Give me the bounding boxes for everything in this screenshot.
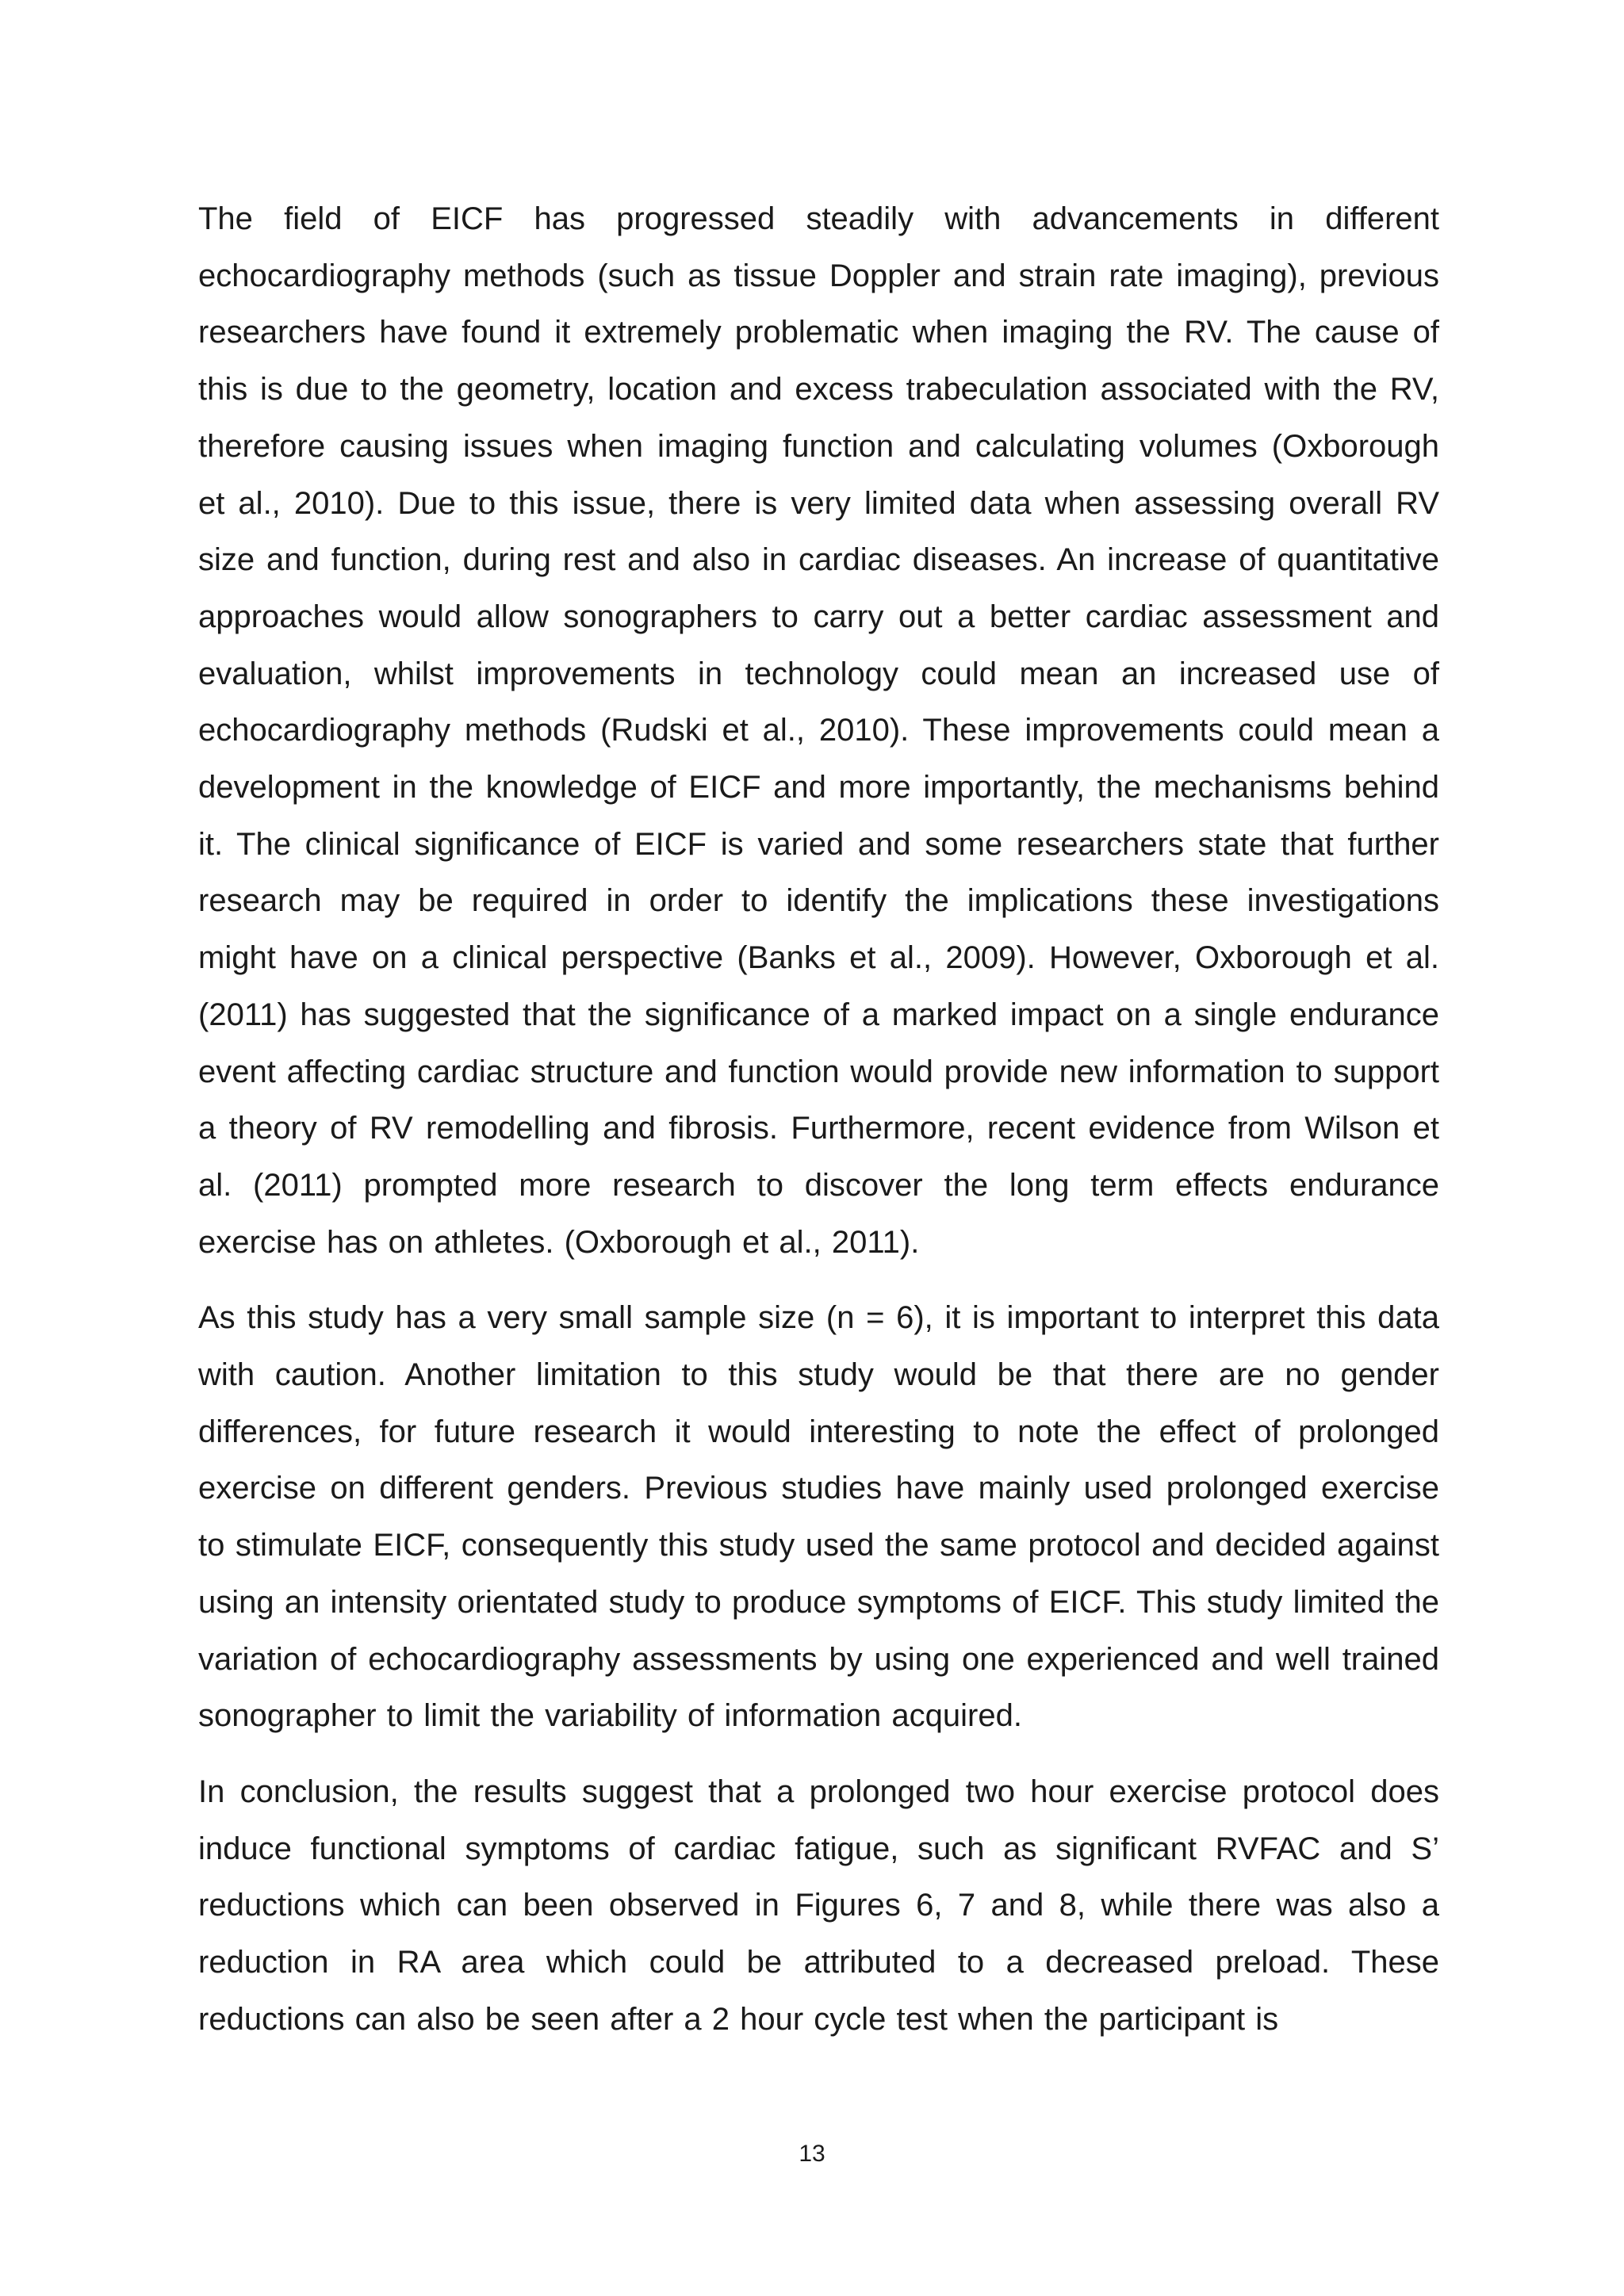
page-number: 13 bbox=[799, 2141, 825, 2167]
paragraph-limitations: As this study has a very small sample size (n = 6), it is important to interpret this data with caution. Another limitation to this study would be that there are no gender differences, for future research it would interesting to note the effect of prolonged exercise on different genders. Previous studies have mainly used prolonged exercise to stimulate EICF, consequently this study used the same protocol and decided against using an intensity orientated study to produce symptoms of EICF. This study limited the variation of echocardiography assessments by using one experienced and well trained sonographer to limit the variability of information acquired. bbox=[198, 1300, 1439, 1734]
paragraph-eicf-progress: The field of EICF has progressed steadily with advancements in different echocardiography methods (such as tissue Doppler and strain rate imaging), previous researchers have found it extremely problematic when imaging the RV. The cause of this is due to the geometry, location and excess trabeculation associated with the RV, therefore causing issues when imaging function and calculating volumes (Oxborough et al., 2010). Due to this issue, there is very limited data when assessing overall RV size and function, during rest and also in cardiac diseases. An increase of quantitative approaches would allow sonographers to carry out a better cardiac assessment and evaluation, whilst improvements in technology could mean an increased use of echocardiography methods (Rudski et al., 2010). These improvements could mean a development in the knowledge of EICF and more importantly, the mechanisms behind it. The clinical significance of EICF is varied and some researchers state that further research may be required in order to identify the implications these investigations might have on a clinical perspective (Banks et al., 2009). However, Oxborough et al. (2011) has suggested that the significance of a marked impact on a single endurance event affecting cardiac structure and function would provide new information to support a theory of RV remodelling and fibrosis. Furthermore, recent evidence from Wilson et al. (2011) prompted more research to discover the long term effects endurance exercise has on athletes. (Oxborough et al., 2011). bbox=[198, 201, 1439, 1260]
document-page bbox=[198, 191, 1439, 2068]
paragraph-conclusion: In conclusion, the results suggest that a prolonged two hour exercise protocol does induce functional symptoms of cardiac fatigue, such as significant RVFAC and S’ reductions which can been observed in Figures 6, 7 and 8, while there was also a reduction in RA area which could be attributed to a decreased preload. These reductions can also be seen after a 2 hour cycle test when the participant is bbox=[198, 1774, 1439, 2037]
